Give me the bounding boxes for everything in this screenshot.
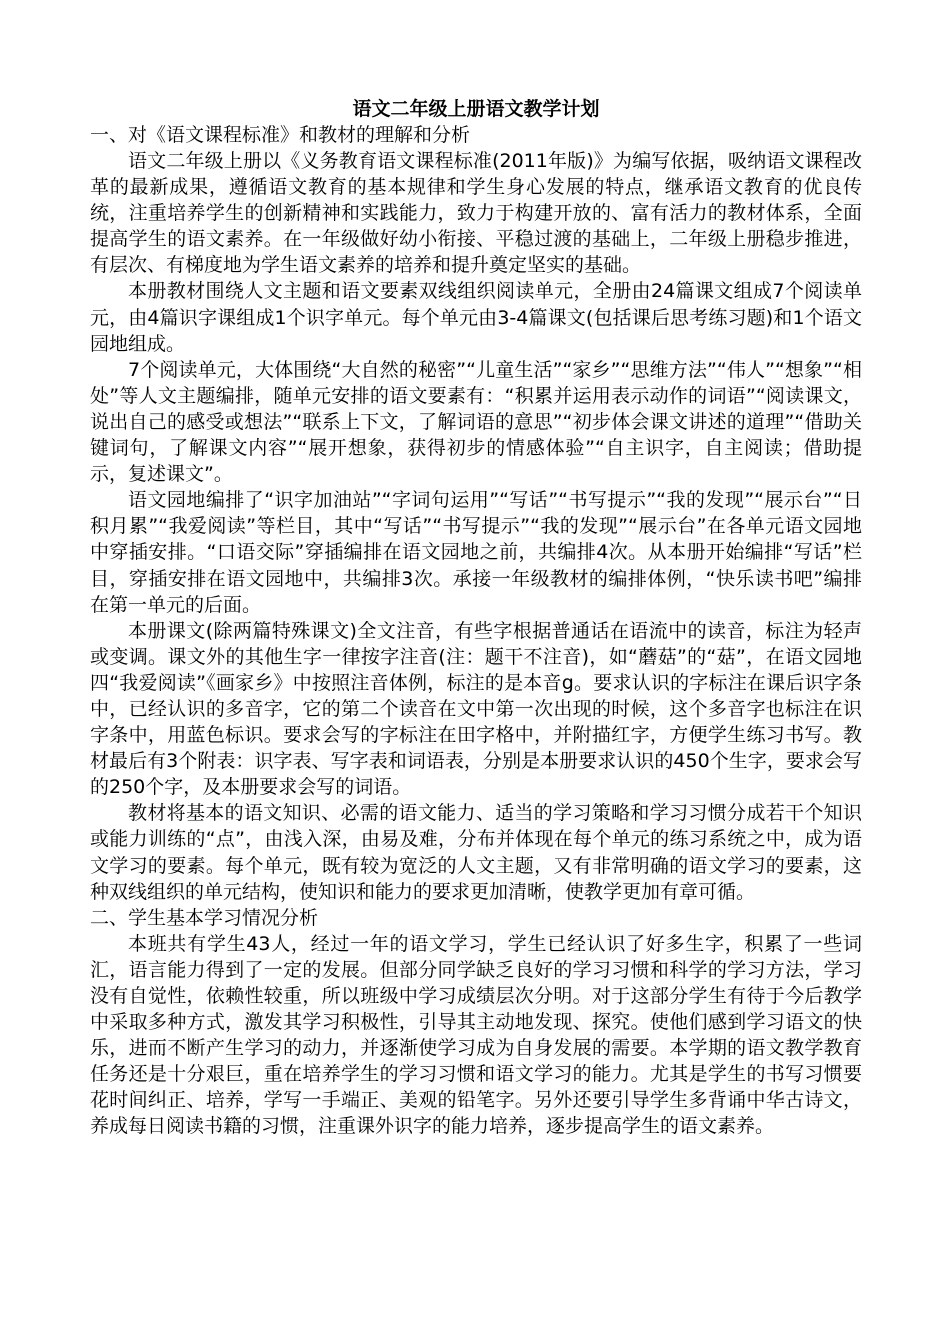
paragraph: 语文园地编排了“识字加油站”“字词句运用”“写话”“书写提示”“我的发现”“展示台”“日积月累”“我爱阅读”等栏目，其中“写话”“书写提示”“我的发现”“展示台”在各单元语文园地中穿插安排。“口语交际”穿插编排在语文园地之前，共编排4次。从本册开始编排“写话”栏目，穿插安排在语文园地中，共编排3次。承接一年级教材的编排体例，“快乐读书吧”编排在第一单元的后面。 xyxy=(90,489,862,616)
paragraph: 本班共有学生43人，经过一年的语文学习，学生已经认识了好多生字，积累了一些词汇，语言能力得到了一定的发展。但部分同学缺乏良好的学习习惯和科学的学习方法，学习没有自觉性，依赖性较重，所以班级中学习成绩层次分明。对于这部分学生有待于今后教学中采取多种方式，激发其学习积极性，引导其主动地发现、探究。使他们感到学习语文的快乐，进而不断产生学习的动力，并逐渐使学习成为自身发展的需要。本学期的语文教学教育任务还是十分艰巨，重在培养学生的学习习惯和语文学习的能力。尤其是学生的书写习惯要花时间纠正、培养，学写一手端正、美观的铅笔字。另外还要引导学生多背诵中华古诗文，养成每日阅读书籍的习惯，注重课外识字的能力培养，逐步提高学生的语文素养。 xyxy=(90,932,862,1138)
document-title: 语文二年级上册语文教学计划 xyxy=(352,98,600,120)
section-heading-1: 一、对《语文课程标准》和教材的理解和分析 xyxy=(90,124,471,146)
paragraph: 语文二年级上册以《义务教育语文课程标准(2011年版)》为编写依据，吸纳语文课程改革的最新成果，遵循语文教育的基本规律和学生身心发展的特点，继承语文教育的优良传统，注重培养学生的创新精神和实践能力，致力于构建开放的、富有活力的教材体系，全面提高学生的语文素养。在一年级做好幼小衔接、平稳过渡的基础上，二年级上册稳步推进，有层次、有梯度地为学生语文素养的培养和提升奠定坚实的基础。 xyxy=(90,150,862,277)
paragraph: 7个阅读单元，大体围绕“大自然的秘密”“儿童生活”“家乡”“思维方法”“伟人”“想象”“相处”等人文主题编排，随单元安排的语文要素有：“积累并运用表示动作的词语”“阅读课文，说出自己的感受或想法”“联系上下文，了解词语的意思”“初步体会课文讲述的道理”“借助关键词句，了解课文内容”“展开想象，获得初步的情感体验”“自主识字，自主阅读；借助提示，复述课文”。 xyxy=(90,358,862,486)
document-page xyxy=(90,96,862,1139)
paragraph: 教材将基本的语文知识、必需的语文能力、适当的学习策略和学习习惯分成若干个知识或能力训练的“点”，由浅入深，由易及难，分布并体现在每个单元的练习系统之中，成为语文学习的要素。每个单元，既有较为宽泛的人文主题，又有非常明确的语文学习的要素，这种双线组织的单元结构，使知识和能力的要求更加清晰，使教学更加有章可循。 xyxy=(90,802,862,903)
section-heading-2: 二、学生基本学习情况分析 xyxy=(90,906,319,929)
paragraph: 本册教材围绕人文主题和语文要素双线组织阅读单元，全册由24篇课文组成7个阅读单元，由4篇识字课组成1个识字单元。每个单元由3-4篇课文(包括课后思考练习题)和1个语文园地组成。 xyxy=(90,280,862,355)
paragraph: 本册课文(除两篇特殊课文)全文注音，有些字根据普通话在语流中的读音，标注为轻声或变调。课文外的其他生字一律按字注音(注：题干不注音)，如“蘑菇”的“菇”，在语文园地四“我爱阅读”《画家乡》中按照注音体例，标注的是本音g。要求认识的字标注在课后识字条中，已经认识的多音字，它的第二个读音在文中第一次出现的时候，这个多音字也标注在识字条中，用蓝色标识。要求会写的字标注在田字格中，并附描红字，方便学生练习书写。教材最后有3个附表：识字表、写字表和词语表，分别是本册要求认识的450个生字，要求会写的250个字，及本册要求会写的词语。 xyxy=(90,619,862,799)
